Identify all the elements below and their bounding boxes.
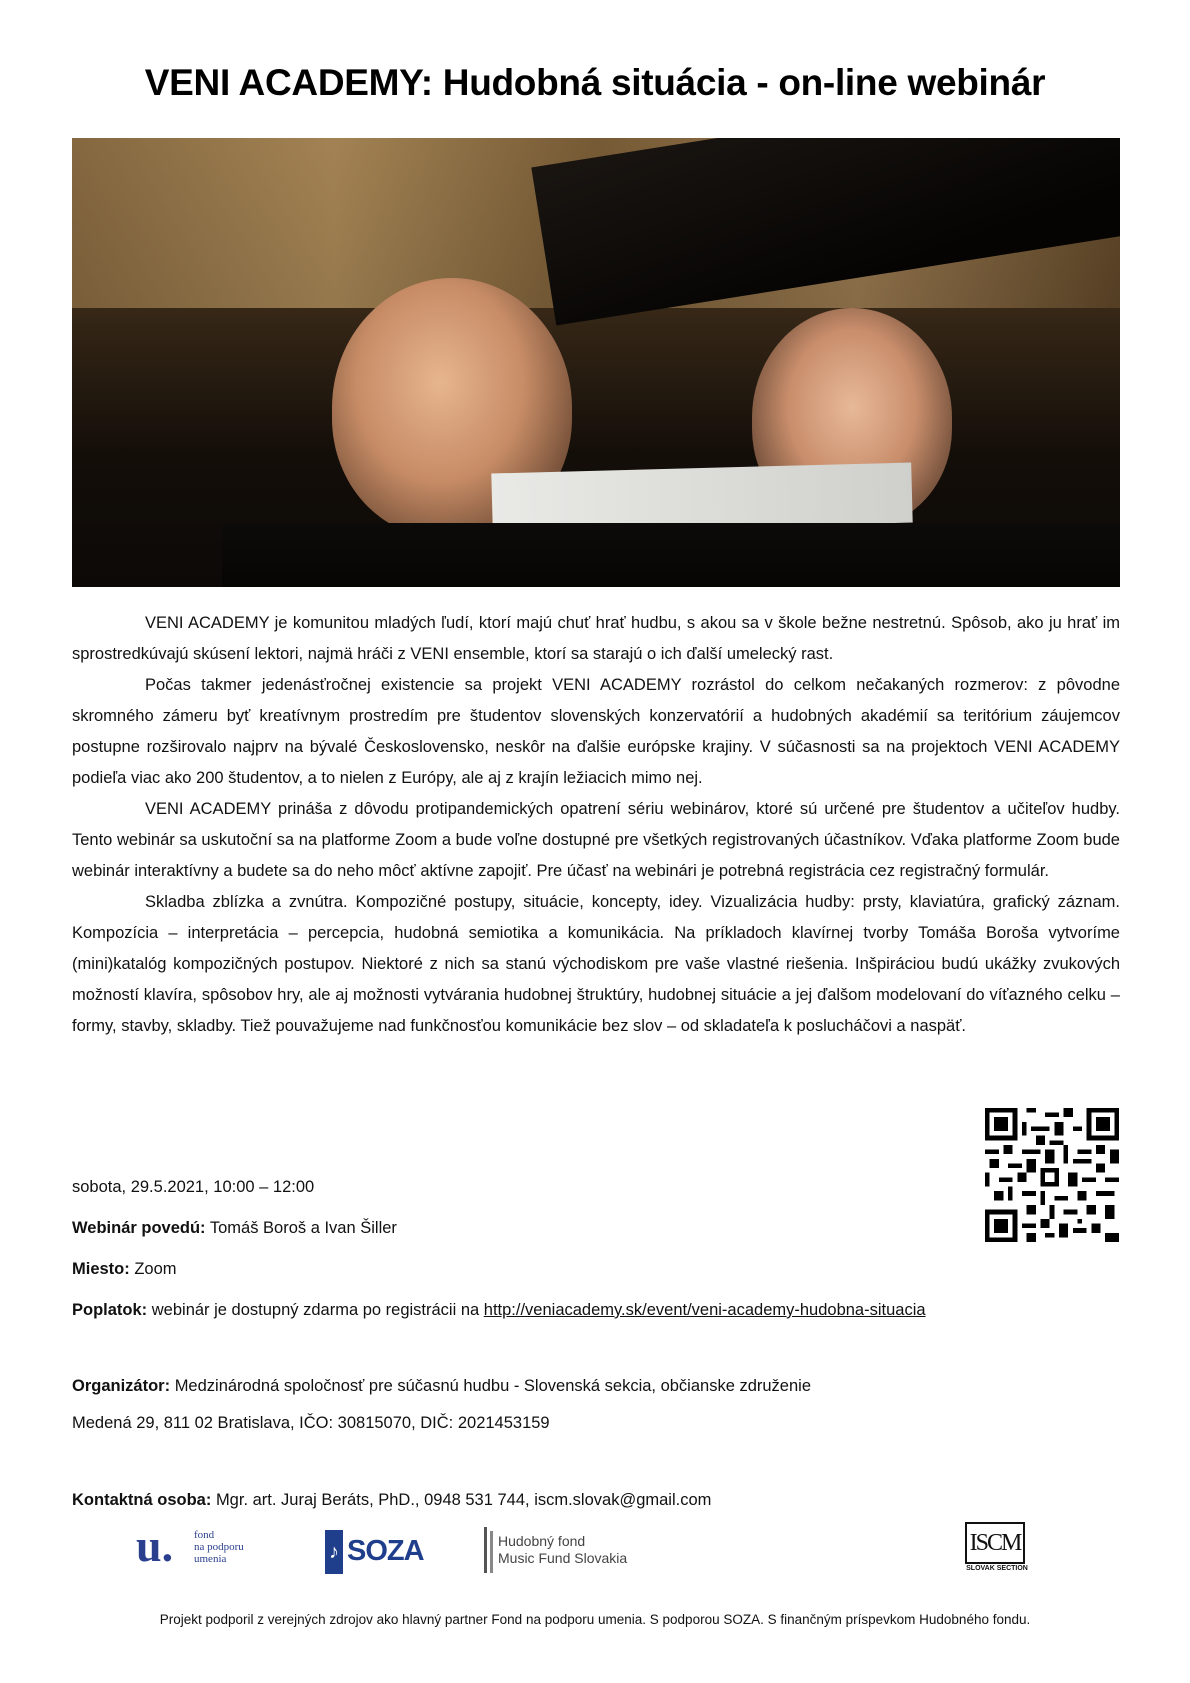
fpu-text [194, 1529, 244, 1565]
event-lecturers [72, 1217, 1072, 1239]
registration-link[interactable]: http://veniacademy.sk/event/veni-academy-hudobna-situacia [483, 1301, 926, 1319]
soza-note-icon: ♪ [325, 1530, 343, 1574]
soza-text: SOZA [347, 1535, 424, 1567]
hf-text [498, 1533, 627, 1567]
contact-label: Kontaktná osoba: [72, 1491, 212, 1509]
footer-note: Projekt podporil z verejných zdrojov ako hlavný partner Fond na podporu umenia. S podporou SOZA. S finančným príspevkom Hudobného fondu. [159, 1612, 1031, 1627]
paragraph-history: Počas takmer jedenásťročnej existencie sa projekt VENI ACADEMY rozrástol do celkom nečakaných rozmerov: z pôvodne skromného zámeru byť kreatívnym prostredím pre študentov slovenských konzervatórií a hudobných akadémií sa teritórium záujemcov postupne rozširovalo najprv na bývalé Československo, neskôr na ďalšie európske krajiny. V súčasnosti sa na projektoch VENI ACADEMY podieľa viac ako 200 študentov, a to nielen z Európy, ale aj z krajín ležiacich mimo nej. [72, 676, 1120, 787]
event-date: sobota, 29.5.2021, 10:00 – 12:00 [72, 1178, 315, 1196]
fpu-line2: na podporu [194, 1541, 244, 1553]
page-title: VENI ACADEMY: Hudobná situácia - on-line webinár [144, 62, 1046, 103]
fpu-line3: umenia [194, 1553, 227, 1565]
header-photo [72, 138, 1120, 587]
qr-code[interactable] [985, 1108, 1119, 1242]
place-label: Miesto: [72, 1260, 130, 1278]
iscm-mark: ISCM [965, 1522, 1025, 1564]
lecturers-value: Tomáš Boroš a Ivan Šiller [209, 1219, 397, 1237]
lecturers-label: Webinár povedú: [72, 1219, 206, 1237]
contact [72, 1489, 1072, 1511]
paragraph-intro: VENI ACADEMY je komunitou mladých ľudí, ktorí majú chuť hrať hudbu, s akou sa v škole bežne nestretnú. Spôsob, ako ju hrať im sprostredkúvajú skúsení lektori, najmä hráči z VENI ensemble, ktorí sa starajú o ich ďalší umelecký rast. [72, 614, 1120, 663]
organizer-address: Medená 29, 811 02 Bratislava, IČO: 30815070, DIČ: 2021453159 [72, 1414, 550, 1432]
paragraph-topic: Skladba zblízka a zvnútra. Kompozičné postupy, situácie, koncepty, idey. Vizualizácia hudby: prsty, klaviatúra, grafický záznam. Kompozícia – interpretácia – percepcia, hudobná semiotika a komunikácia. Na príkladoch klavírnej tvorby Tomáša Boroša vytvoríme (mini)katalóg kompozičných postupov. Niektoré z nich sa stanú východiskom pre vaše vlastné riešenia. Inšpiráciou budú ukážky zvukových možností klavíra, spôsobov hry, ale aj možnosti vytvárania hudobnej štruktúry, hudobnej situácie a jej ďalšom modelovaní do víťazného celku – formy, stavby, skladby. Tiež pouvažujeme nad funkčnosťou komunikácie bez slov – od skladateľa k poslucháčovi a naspäť. [72, 893, 1120, 1035]
organizer-label: Organizátor: [72, 1377, 171, 1395]
iscm-logo [957, 1522, 1037, 1582]
organizer-name: Medzinárodná spoločnosť pre súčasnú hudbu - Slovenská sekcia, občianske združenie [174, 1377, 812, 1395]
hudobny-fond-logo [484, 1527, 654, 1577]
soza-logo [325, 1530, 424, 1574]
iscm-sub: SLOVAK SECTION [966, 1565, 1028, 1572]
photo-piano-body [222, 523, 1120, 587]
place-value: Zoom [134, 1260, 177, 1278]
event-place [72, 1258, 1072, 1280]
fpu-mark: u. [136, 1520, 174, 1571]
contact-text: Mgr. art. Juraj Beráts, PhD., 0948 531 744, iscm.slovak@gmail.com [215, 1491, 712, 1509]
hf-mark-icon [484, 1527, 487, 1573]
event-fee [72, 1299, 1072, 1321]
hf-mark-stroke [490, 1531, 493, 1573]
fee-text: webinár je dostupný zdarma po registrácii na [151, 1301, 480, 1319]
fpu-line1: fond [194, 1529, 215, 1541]
hf-line1: Hudobný fond [498, 1533, 586, 1549]
description [72, 608, 1120, 1042]
paragraph-webinars: VENI ACADEMY prináša z dôvodu protipandemických opatrení sériu webinárov, ktoré sú určené pre študentov a učiteľov hudby. Tento webinár sa uskutoční sa na platforme Zoom a bude voľne dostupné pre všetkých registrovaných účastníkov. Vďaka platforme Zoom bude webinár interaktívny a budete sa do neho môcť aktívne zapojiť. Pre účasť na webinári je potrebná registrácia cez registračný formulár. [72, 800, 1120, 880]
fpu-logo [136, 1520, 266, 1575]
organizer [72, 1375, 1072, 1397]
fee-label: Poplatok: [72, 1301, 148, 1319]
hf-line2: Music Fund Slovakia [498, 1550, 628, 1566]
